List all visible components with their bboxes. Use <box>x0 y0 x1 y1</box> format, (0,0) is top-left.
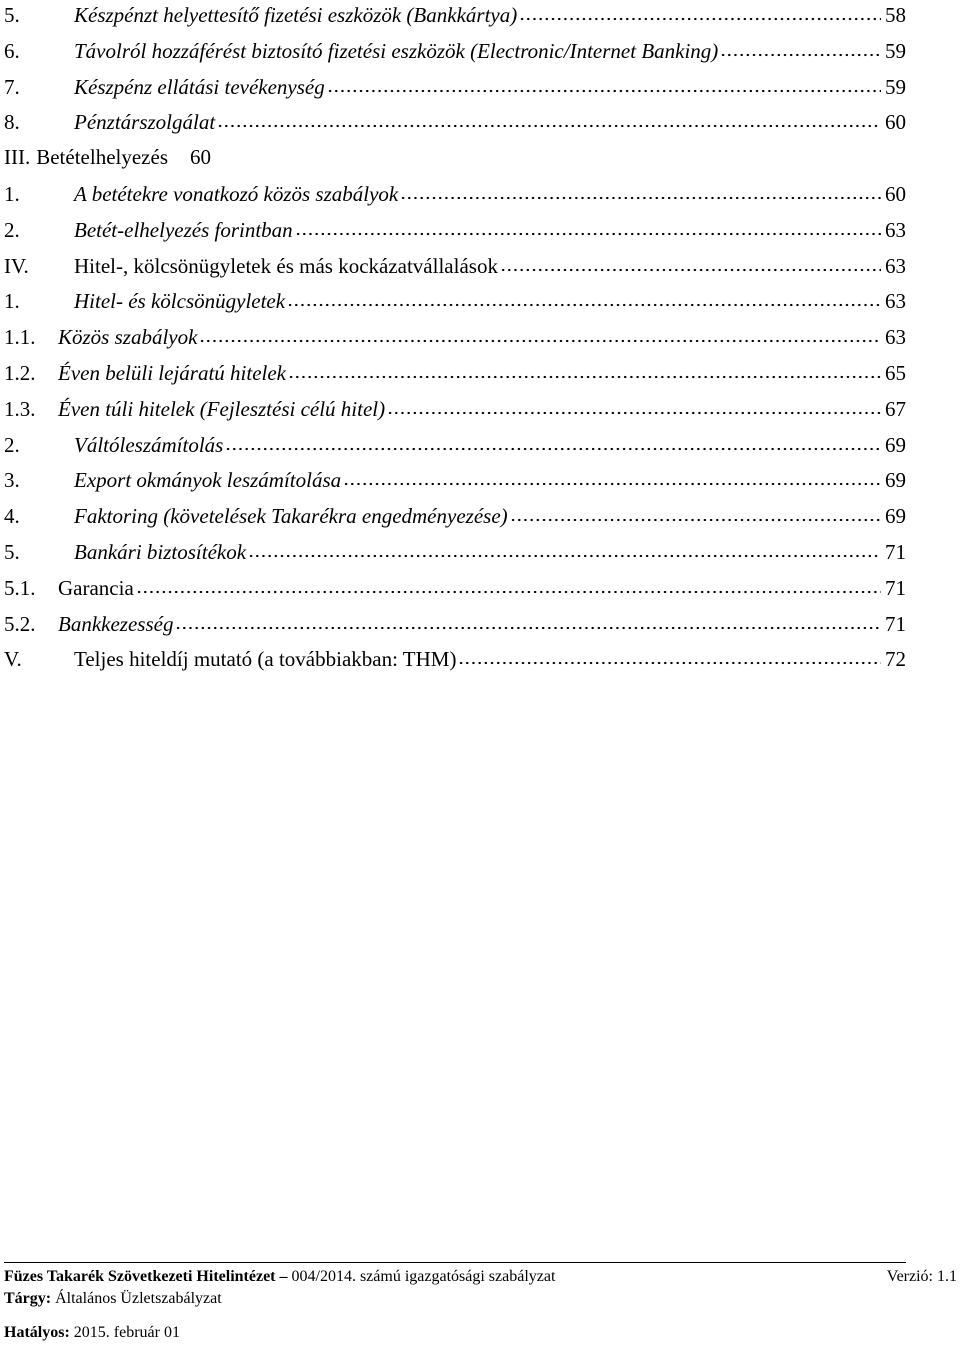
toc-entry-title: Váltóleszámítolás <box>74 432 224 457</box>
toc-entry-line <box>4 322 906 351</box>
toc-entry-number: 1. <box>4 181 20 206</box>
toc-entry-number: 5. <box>4 539 20 564</box>
footer-org: Füzes Takarék Szövetkezeti Hitelintézet <box>4 1268 276 1285</box>
toc-entry-title: Faktoring (követelések Takarékra engedményezése) <box>74 504 508 529</box>
toc-entry[interactable] <box>4 36 906 72</box>
footer-subject <box>4 1288 222 1310</box>
toc-entry-line <box>4 286 906 315</box>
toc-entry-line <box>4 107 906 136</box>
toc-entry-number: 7. <box>4 74 20 99</box>
toc-entry-page-number: 63 <box>885 325 906 350</box>
footer-subject-label: Tárgy: <box>4 1290 52 1307</box>
toc-entry-line <box>4 573 906 602</box>
toc-entry-number: V. <box>4 647 22 672</box>
toc-entry-page-number: 71 <box>885 575 906 600</box>
toc-entry-number: 5.2. <box>4 611 36 636</box>
toc-entry-number: 1.1. <box>4 325 36 350</box>
toc-entry[interactable] <box>4 501 906 537</box>
toc-entry-page-number: 60 <box>885 110 906 135</box>
footer-version <box>887 1266 957 1288</box>
table-of-contents <box>4 0 906 680</box>
footer-line-1 <box>4 1266 957 1288</box>
toc-entry-number: 8. <box>4 110 20 135</box>
toc-entry-title: Teljes hiteldíj mutató (a továbbiakban: THM) <box>74 647 457 672</box>
toc-entry-number: 2. <box>4 217 20 242</box>
toc-entry-title: Távolról hozzáférést biztosító fizetési eszközök (Electronic/Internet Banking) <box>74 38 719 63</box>
toc-entry-line <box>4 251 906 280</box>
footer-subject-value: Általános Üzletszabályzat <box>55 1290 222 1307</box>
toc-entry-page-number: 71 <box>885 611 906 636</box>
toc-entry-title: Hitel-, kölcsönügyletek és más kockázatvállalások <box>74 253 498 278</box>
toc-entry-line <box>4 358 906 387</box>
toc-entry-line <box>4 430 906 459</box>
toc-entry-dot-leader <box>287 286 881 308</box>
toc-entry-dot-leader <box>343 465 881 487</box>
toc-entry[interactable] <box>4 0 906 36</box>
toc-entry-dot-leader <box>500 251 881 273</box>
footer-effective-label: Hatályos: <box>4 1324 70 1341</box>
toc-entry-dot-leader <box>136 573 881 595</box>
footer-version-label: Verzió: <box>886 1268 933 1285</box>
toc-entry-page-number: 69 <box>885 468 906 493</box>
toc-entry-page-number: 58 <box>885 3 906 27</box>
toc-entry[interactable] <box>4 72 906 108</box>
toc-entry-page-number: 69 <box>885 432 906 457</box>
toc-entry-number: 5.1. <box>4 575 36 600</box>
footer-version-value: 1.1 <box>937 1268 957 1285</box>
toc-entry-page-number: 71 <box>885 539 906 564</box>
toc-entry-page-number: 59 <box>885 74 906 99</box>
toc-entry-dot-leader <box>327 72 881 94</box>
toc-entry-page-number: 63 <box>885 289 906 314</box>
toc-entry[interactable] <box>4 251 906 287</box>
toc-entry-title: Bankkezesség <box>58 611 174 636</box>
toc-entry[interactable] <box>4 465 906 501</box>
toc-entry[interactable] <box>4 286 906 322</box>
toc-entry-title: Pénztárszolgálat <box>74 110 216 135</box>
footer-effective-value: 2015. február 01 <box>73 1324 180 1341</box>
toc-entry-title: Éven túli hitelek (Fejlesztési célú hitel) <box>58 396 386 421</box>
toc-entry-number: 1.3. <box>4 396 36 421</box>
toc-entry[interactable] <box>4 322 906 358</box>
toc-entry-line <box>4 143 906 171</box>
toc-entry-number: III. <box>4 145 31 170</box>
toc-entry[interactable] <box>4 107 906 143</box>
toc-entry-line <box>4 215 906 244</box>
toc-entry-title: Betét-elhelyezés forintban <box>74 217 293 242</box>
toc-entry-line <box>4 0 906 29</box>
footer-rule <box>4 1262 906 1263</box>
toc-entry-title: Készpénzt helyettesítő fizetési eszközök (Bankkártya) <box>74 3 518 27</box>
toc-entry-line <box>4 609 906 638</box>
toc-entry-title: Éven belüli lejáratú hitelek <box>58 360 287 385</box>
toc-entry-dot-leader <box>510 501 881 523</box>
toc-entry-line <box>4 501 906 530</box>
toc-entry-page-number: 65 <box>885 360 906 385</box>
toc-entry-dot-leader <box>295 215 881 237</box>
toc-entry-dot-leader <box>175 609 881 631</box>
toc-entry-title: Export okmányok leszámítolása <box>74 468 342 493</box>
toc-entry-dot-leader <box>225 430 881 452</box>
toc-entry-dot-leader <box>400 179 881 201</box>
toc-entry-line <box>4 394 906 423</box>
footer-dash: – <box>279 1268 288 1285</box>
toc-entry-dot-leader <box>519 0 881 22</box>
toc-entry[interactable] <box>4 430 906 466</box>
toc-entry[interactable] <box>4 179 906 215</box>
toc-entry-title: A betétekre vonatkozó közös szabályok <box>74 181 399 206</box>
toc-entry-dot-leader <box>217 107 881 129</box>
toc-entry-number: 3. <box>4 468 20 493</box>
toc-entry-page-number: 72 <box>885 647 906 672</box>
footer-regulation: 004/2014. számú igazgatósági szabályzat <box>291 1268 556 1285</box>
toc-entry-dot-leader <box>248 537 881 559</box>
toc-entry[interactable] <box>4 609 906 645</box>
toc-entry-page-number: 63 <box>885 253 906 278</box>
toc-entry[interactable] <box>4 394 906 430</box>
toc-entry-title: Hitel- és kölcsönügyletek <box>74 289 286 314</box>
toc-entry[interactable] <box>4 573 906 609</box>
toc-entry[interactable] <box>4 644 906 680</box>
toc-entry-line <box>4 537 906 566</box>
toc-entry-title: Közös szabályok <box>58 325 198 350</box>
toc-entry-number: 1. <box>4 289 20 314</box>
toc-entry-number: 6. <box>4 38 20 63</box>
toc-entry-dot-leader <box>288 358 881 380</box>
toc-entry-page-number: 69 <box>885 504 906 529</box>
toc-entry-page-number: 60 <box>885 181 906 206</box>
toc-entry[interactable] <box>4 143 906 179</box>
toc-entry-title: Bankári biztosítékok <box>74 539 247 564</box>
toc-entry[interactable] <box>4 537 906 573</box>
toc-entry-line <box>4 465 906 494</box>
toc-entry-title: Készpénz ellátási tevékenység <box>74 74 325 99</box>
toc-entry-dot-leader <box>387 394 881 416</box>
toc-entry-page-number: 63 <box>885 217 906 242</box>
toc-entry-number: 4. <box>4 504 20 529</box>
toc-entry-number: 1.2. <box>4 360 36 385</box>
toc-entry-number: 5. <box>4 3 20 27</box>
toc-entry-line <box>4 72 906 101</box>
toc-entry-line <box>4 644 906 673</box>
toc-entry-number: 2. <box>4 432 20 457</box>
toc-entry-dot-leader <box>458 644 881 666</box>
toc-entry-page-number: 67 <box>885 396 906 421</box>
toc-entry-page-number: 60 <box>190 145 211 170</box>
toc-entry-line <box>4 179 906 208</box>
toc-entry-title: Betételhelyezés <box>36 145 168 170</box>
toc-entry[interactable] <box>4 358 906 394</box>
toc-entry-page-number: 59 <box>885 38 906 63</box>
toc-entry-dot-leader <box>199 322 881 344</box>
toc-entry[interactable] <box>4 215 906 251</box>
toc-entry-title: Garancia <box>58 575 134 600</box>
toc-entry-line <box>4 36 906 65</box>
footer-effective <box>4 1322 180 1344</box>
toc-entry-number: IV. <box>4 253 29 278</box>
toc-entry-dot-leader <box>720 36 881 58</box>
